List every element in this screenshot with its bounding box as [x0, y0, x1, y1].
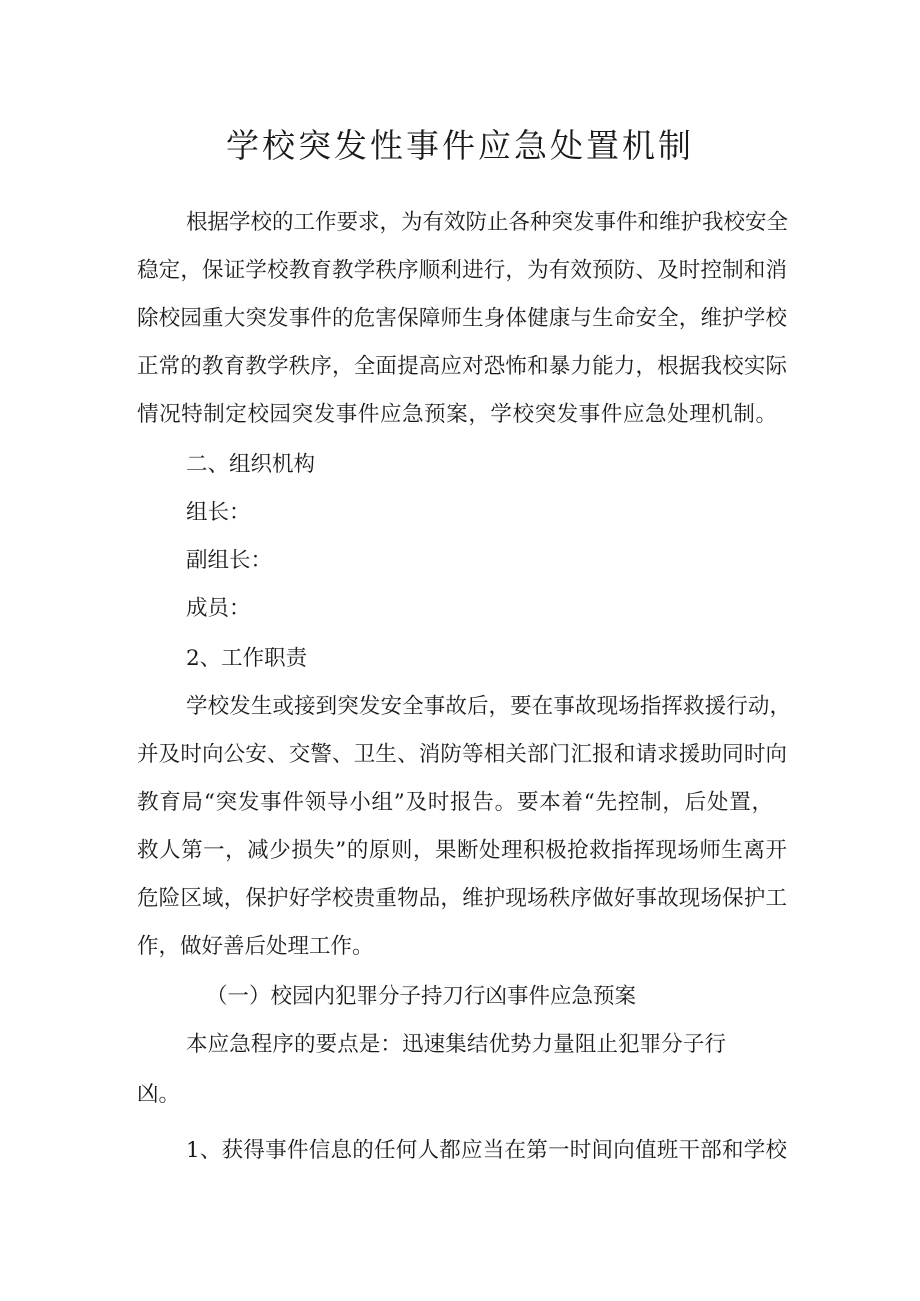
paragraph-line: 1、获得事件信息的任何人都应当在第一时间向值班干部和学校	[186, 1138, 787, 1163]
paragraph-line: 正常的教育教学秩序，全面提高应对恐怖和暴力能力，根据我校实际	[137, 354, 787, 379]
paragraph-line: 凶。	[137, 1082, 181, 1107]
paragraph-line: 本应急程序的要点是：迅速集结优势力量阻止犯罪分子行	[186, 1032, 726, 1057]
members-label: 成员：	[186, 596, 251, 621]
paragraph-line: 救人第一，减少损失”的原则，果断处理积极抢救指挥现场师生离开	[137, 838, 787, 863]
paragraph-line: 除校园重大突发事件的危害保障师生身体健康与生命安全，维护学校	[137, 306, 787, 331]
paragraph-line: 教育局“突发事件领导小组”及时报告。要本着“先控制，后处置，	[137, 790, 773, 815]
section-heading-duties: 2、工作职责	[186, 646, 308, 671]
paragraph-line: 作，做好善后处理工作。	[137, 934, 374, 959]
leader-label: 组长：	[186, 500, 251, 525]
subsection-heading: （一）校园内犯罪分子持刀行凶事件应急预案	[206, 984, 637, 1009]
paragraph-line: 根据学校的工作要求，为有效防止各种突发事件和维护我校安全	[186, 210, 789, 235]
paragraph-line: 情况特制定校园突发事件应急预案，学校突发事件应急处理机制。	[137, 402, 777, 427]
section-heading-organization: 二、组织机构	[186, 452, 316, 477]
document-title: 学校突发性事件应急处置机制	[226, 126, 694, 165]
paragraph-line: 并及时向公安、交警、卫生、消防等相关部门汇报和请求援助同时向	[137, 742, 787, 767]
paragraph-line: 危险区域，保护好学校贵重物品，维护现场秩序做好事故现场保护工	[137, 886, 787, 911]
paragraph-line: 学校发生或接到突发安全事故后，要在事故现场指挥救援行动，	[186, 694, 791, 719]
paragraph-line: 稳定，保证学校教育教学秩序顺利进行，为有效预防、及时控制和消	[137, 258, 787, 283]
deputy-leader-label: 副组长：	[186, 548, 273, 573]
